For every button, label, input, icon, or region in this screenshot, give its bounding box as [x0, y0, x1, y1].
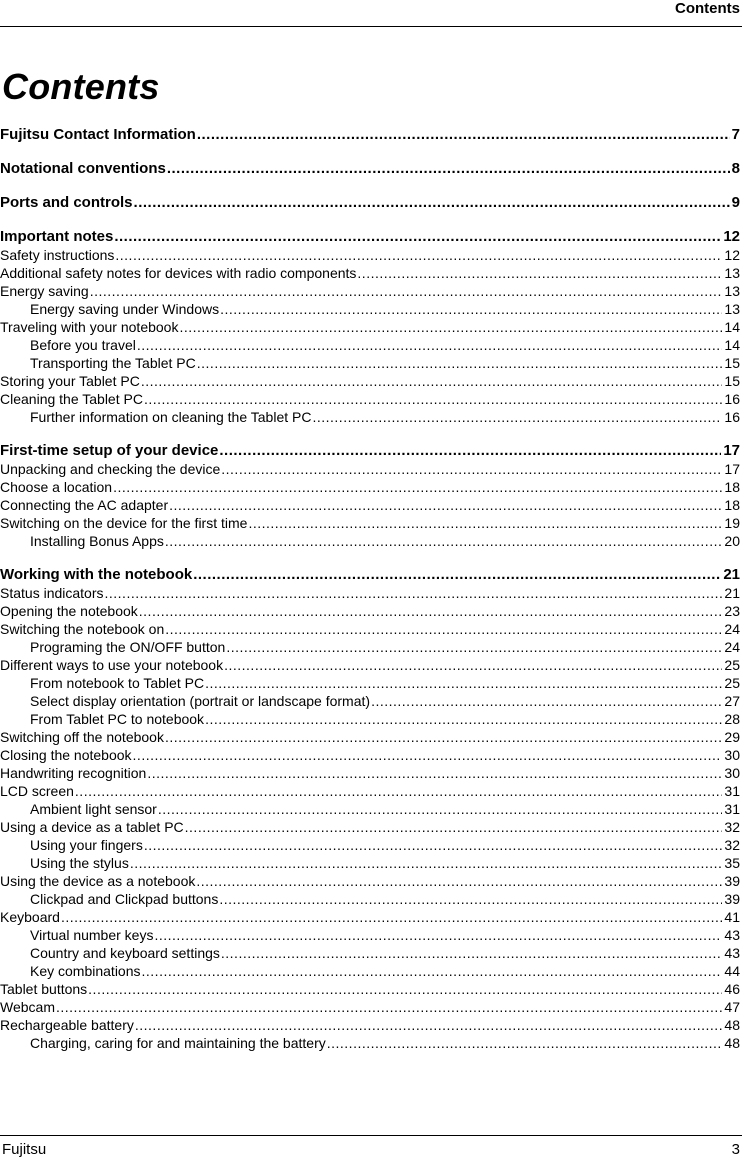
toc-entry-page: 48 — [724, 1017, 740, 1033]
toc-entry[interactable] — [0, 926, 742, 944]
toc-entry[interactable] — [0, 354, 742, 372]
toc-entry-page: 16 — [724, 391, 740, 407]
toc-entry-label: Tablet buttons — [0, 981, 88, 997]
toc-entry-page: 13 — [724, 301, 740, 317]
toc-dot-leader — [248, 514, 722, 532]
toc-entry-label: From Tablet PC to notebook — [30, 711, 205, 727]
toc-entry[interactable] — [0, 656, 742, 674]
toc-entry[interactable] — [0, 584, 742, 602]
toc-dot-leader — [147, 764, 722, 782]
toc-entry-page: 28 — [724, 711, 740, 727]
page-title: Contents — [2, 66, 160, 107]
toc-entry-label: Status indicators — [0, 585, 104, 601]
toc-entry-page: 24 — [724, 639, 740, 655]
toc-entry-page: 9 — [731, 194, 740, 211]
toc-entry-label: Energy saving — [0, 283, 89, 299]
toc-entry-label: Charging, caring for and maintaining the battery — [30, 1035, 326, 1051]
toc-entry[interactable] — [0, 872, 742, 890]
toc-entry-page: 46 — [724, 981, 740, 997]
toc-dot-leader — [165, 620, 722, 638]
toc-dot-leader — [144, 390, 722, 408]
toc-entry-label: Using the stylus — [30, 855, 129, 871]
toc-chapter-entry[interactable] — [0, 442, 742, 460]
toc-entry-page: 8 — [731, 160, 740, 177]
toc-entry-label: Ports and controls — [0, 194, 133, 211]
toc-entry[interactable] — [0, 800, 742, 818]
toc-entry-page: 14 — [724, 337, 740, 353]
toc-entry-page: 44 — [724, 963, 740, 979]
toc-chapter-entry[interactable] — [0, 566, 742, 584]
toc-dot-leader — [219, 442, 721, 460]
toc-entry-label: Additional safety notes for devices with radio components — [0, 265, 357, 281]
toc-entry-label: LCD screen — [0, 783, 74, 799]
toc-entry-page: 16 — [724, 409, 740, 425]
toc-entry-page: 43 — [724, 945, 740, 961]
toc-entry-page: 32 — [724, 819, 740, 835]
toc-dot-leader — [75, 782, 723, 800]
toc-entry[interactable] — [0, 836, 742, 854]
toc-entry-page: 15 — [724, 373, 740, 389]
toc-entry-page: 43 — [724, 927, 740, 943]
toc-entry[interactable] — [0, 318, 742, 336]
toc-entry[interactable] — [0, 620, 742, 638]
toc-entry[interactable] — [0, 372, 742, 390]
toc-entry-label: Switching off the notebook — [0, 729, 164, 745]
toc-entry[interactable] — [0, 638, 742, 656]
toc-entry-label: Clickpad and Clickpad buttons — [30, 891, 219, 907]
toc-entry[interactable] — [0, 460, 742, 478]
toc-entry[interactable] — [0, 962, 742, 980]
toc-dot-leader — [154, 926, 722, 944]
table-of-contents — [0, 126, 742, 1052]
toc-dot-leader — [135, 1016, 723, 1034]
toc-dot-leader — [197, 354, 723, 372]
toc-entry-label: Energy saving under Windows — [30, 301, 220, 317]
toc-entry-label: Cleaning the Tablet PC — [0, 391, 143, 407]
toc-entry-label: Switching the notebook on — [0, 621, 165, 637]
toc-entry-label: Key combinations — [30, 963, 141, 979]
toc-entry-page: 21 — [724, 585, 740, 601]
footer-page-number: 3 — [731, 1141, 740, 1158]
toc-entry-label: Unpacking and checking the device — [0, 461, 221, 477]
toc-dot-leader — [312, 408, 722, 426]
toc-entry-label: From notebook to Tablet PC — [30, 675, 205, 691]
toc-entry[interactable] — [0, 282, 742, 300]
toc-entry-page: 18 — [724, 479, 740, 495]
toc-entry-label: Switching on the device for the first time — [0, 515, 248, 531]
toc-entry-label: Virtual number keys — [30, 927, 154, 943]
toc-entry-label: Using the device as a notebook — [0, 873, 196, 889]
toc-entry-label: Transporting the Tablet PC — [30, 355, 196, 371]
toc-entry-label: Installing Bonus Apps — [30, 533, 164, 549]
toc-dot-leader — [130, 854, 723, 872]
toc-dot-leader — [219, 890, 722, 908]
toc-chapter-entry[interactable] — [0, 194, 742, 212]
toc-dot-leader — [61, 908, 722, 926]
toc-entry[interactable] — [0, 728, 742, 746]
toc-entry[interactable] — [0, 782, 742, 800]
toc-entry[interactable] — [0, 980, 742, 998]
toc-entry-label: Traveling with your notebook — [0, 319, 179, 335]
toc-dot-leader — [196, 872, 722, 890]
toc-entry[interactable] — [0, 1016, 742, 1034]
toc-entry-page: 29 — [724, 729, 740, 745]
toc-entry[interactable] — [0, 264, 742, 282]
toc-entry-page: 31 — [724, 783, 740, 799]
page-footer — [0, 1135, 742, 1161]
toc-entry[interactable] — [0, 710, 742, 728]
toc-entry-page: 25 — [724, 675, 740, 691]
toc-entry[interactable] — [0, 478, 742, 496]
toc-entry-label: Programing the ON/OFF button — [30, 639, 226, 655]
toc-dot-leader — [115, 246, 722, 264]
toc-dot-leader — [165, 728, 722, 746]
toc-dot-leader — [105, 584, 723, 602]
toc-dot-leader — [205, 710, 722, 728]
toc-entry-page: 12 — [724, 247, 740, 263]
toc-dot-leader — [169, 496, 722, 514]
toc-entry-label: Connecting the AC adapter — [0, 497, 169, 513]
toc-entry-label: Closing the notebook — [0, 747, 132, 763]
toc-entry-page: 13 — [724, 265, 740, 281]
toc-entry-page: 39 — [724, 891, 740, 907]
toc-dot-leader — [371, 692, 722, 710]
toc-dot-leader — [56, 998, 722, 1016]
toc-entry-label: Fujitsu Contact Information — [0, 126, 196, 143]
toc-entry-page: 14 — [724, 319, 740, 335]
toc-dot-leader — [134, 194, 730, 212]
toc-entry-label: Further information on cleaning the Tablet PC — [30, 409, 312, 425]
toc-entry[interactable] — [0, 818, 742, 836]
toc-entry[interactable] — [0, 908, 742, 926]
toc-entry-page: 47 — [724, 999, 740, 1015]
toc-chapter-entry[interactable] — [0, 126, 742, 144]
toc-entry[interactable] — [0, 890, 742, 908]
toc-entry-label: Storing your Tablet PC — [0, 373, 140, 389]
toc-entry-label: Working with the notebook — [0, 566, 193, 583]
toc-entry-label: Notational conventions — [0, 160, 166, 177]
toc-entry-label: Keyboard — [0, 909, 60, 925]
toc-dot-leader — [226, 638, 722, 656]
toc-entry-label: Choose a location — [0, 479, 113, 495]
toc-entry-page: 7 — [731, 126, 740, 143]
toc-dot-leader — [158, 800, 723, 818]
toc-entry[interactable] — [0, 514, 742, 532]
toc-entry-label: Country and keyboard settings — [30, 945, 220, 961]
toc-entry-page: 20 — [724, 533, 740, 549]
toc-entry-label: Select display orientation (portrait or landscape format) — [30, 693, 371, 709]
toc-dot-leader — [137, 336, 723, 354]
toc-entry-page: 13 — [724, 283, 740, 299]
toc-entry[interactable] — [0, 692, 742, 710]
toc-entry-label: First-time setup of your device — [0, 442, 219, 459]
toc-entry-page: 17 — [723, 442, 740, 459]
toc-dot-leader — [139, 602, 723, 620]
toc-entry[interactable] — [0, 300, 742, 318]
toc-entry[interactable] — [0, 602, 742, 620]
toc-entry-label: Safety instructions — [0, 247, 115, 263]
toc-entry-page: 25 — [724, 657, 740, 673]
toc-entry[interactable] — [0, 674, 742, 692]
toc-entry-page: 32 — [724, 837, 740, 853]
toc-entry[interactable] — [0, 390, 742, 408]
toc-entry[interactable] — [0, 246, 742, 264]
toc-dot-leader — [88, 980, 722, 998]
toc-dot-leader — [193, 566, 721, 584]
running-header — [0, 0, 742, 27]
toc-dot-leader — [220, 300, 722, 318]
toc-chapter-entry[interactable] — [0, 160, 742, 178]
running-header-title: Contents — [675, 0, 740, 17]
toc-entry-page: 39 — [724, 873, 740, 889]
toc-dot-leader — [185, 818, 723, 836]
toc-entry-label: Handwriting recognition — [0, 765, 147, 781]
toc-entry-page: 21 — [723, 566, 740, 583]
toc-entry[interactable] — [0, 746, 742, 764]
toc-entry[interactable] — [0, 532, 742, 550]
toc-dot-leader — [221, 944, 723, 962]
toc-entry[interactable] — [0, 1034, 742, 1052]
toc-entry[interactable] — [0, 336, 742, 354]
toc-dot-leader — [90, 282, 723, 300]
toc-entry-label: Webcam — [0, 999, 55, 1015]
toc-entry-page: 27 — [724, 693, 740, 709]
toc-dot-leader — [142, 962, 723, 980]
toc-dot-leader — [113, 478, 722, 496]
toc-entry[interactable] — [0, 998, 742, 1016]
toc-entry[interactable] — [0, 764, 742, 782]
toc-entry-label: Using your fingers — [30, 837, 143, 853]
toc-entry-label: Different ways to use your notebook — [0, 657, 224, 673]
toc-entry[interactable] — [0, 408, 742, 426]
toc-dot-leader — [327, 1034, 723, 1052]
toc-dot-leader — [114, 228, 721, 246]
toc-entry-page: 41 — [724, 909, 740, 925]
toc-entry-page: 31 — [724, 801, 740, 817]
toc-dot-leader — [165, 532, 723, 550]
toc-entry-page: 18 — [724, 497, 740, 513]
toc-entry[interactable] — [0, 496, 742, 514]
toc-entry-label: Opening the notebook — [0, 603, 138, 619]
toc-entry-page: 24 — [724, 621, 740, 637]
toc-dot-leader — [179, 318, 722, 336]
toc-dot-leader — [141, 372, 723, 390]
toc-dot-leader — [357, 264, 722, 282]
toc-dot-leader — [221, 460, 722, 478]
toc-dot-leader — [197, 126, 730, 144]
toc-entry-page: 19 — [724, 515, 740, 531]
toc-entry[interactable] — [0, 854, 742, 872]
toc-dot-leader — [167, 160, 730, 178]
toc-dot-leader — [205, 674, 722, 692]
toc-entry-label: Before you travel — [30, 337, 136, 353]
toc-entry-page: 17 — [724, 461, 740, 477]
toc-entry-label: Rechargeable battery — [0, 1017, 134, 1033]
footer-publisher: Fujitsu — [2, 1141, 47, 1158]
toc-entry-page: 35 — [724, 855, 740, 871]
toc-entry[interactable] — [0, 944, 742, 962]
toc-entry-page: 23 — [724, 603, 740, 619]
toc-dot-leader — [144, 836, 723, 854]
toc-entry-page: 12 — [723, 228, 740, 245]
toc-entry-page: 30 — [724, 747, 740, 763]
toc-entry-label: Using a device as a tablet PC — [0, 819, 184, 835]
toc-entry-label: Important notes — [0, 228, 114, 245]
toc-entry-page: 48 — [724, 1035, 740, 1051]
toc-chapter-entry[interactable] — [0, 228, 742, 246]
toc-entry-page: 15 — [724, 355, 740, 371]
toc-entry-page: 30 — [724, 765, 740, 781]
toc-dot-leader — [133, 746, 723, 764]
toc-dot-leader — [224, 656, 722, 674]
toc-entry-label: Ambient light sensor — [30, 801, 157, 817]
